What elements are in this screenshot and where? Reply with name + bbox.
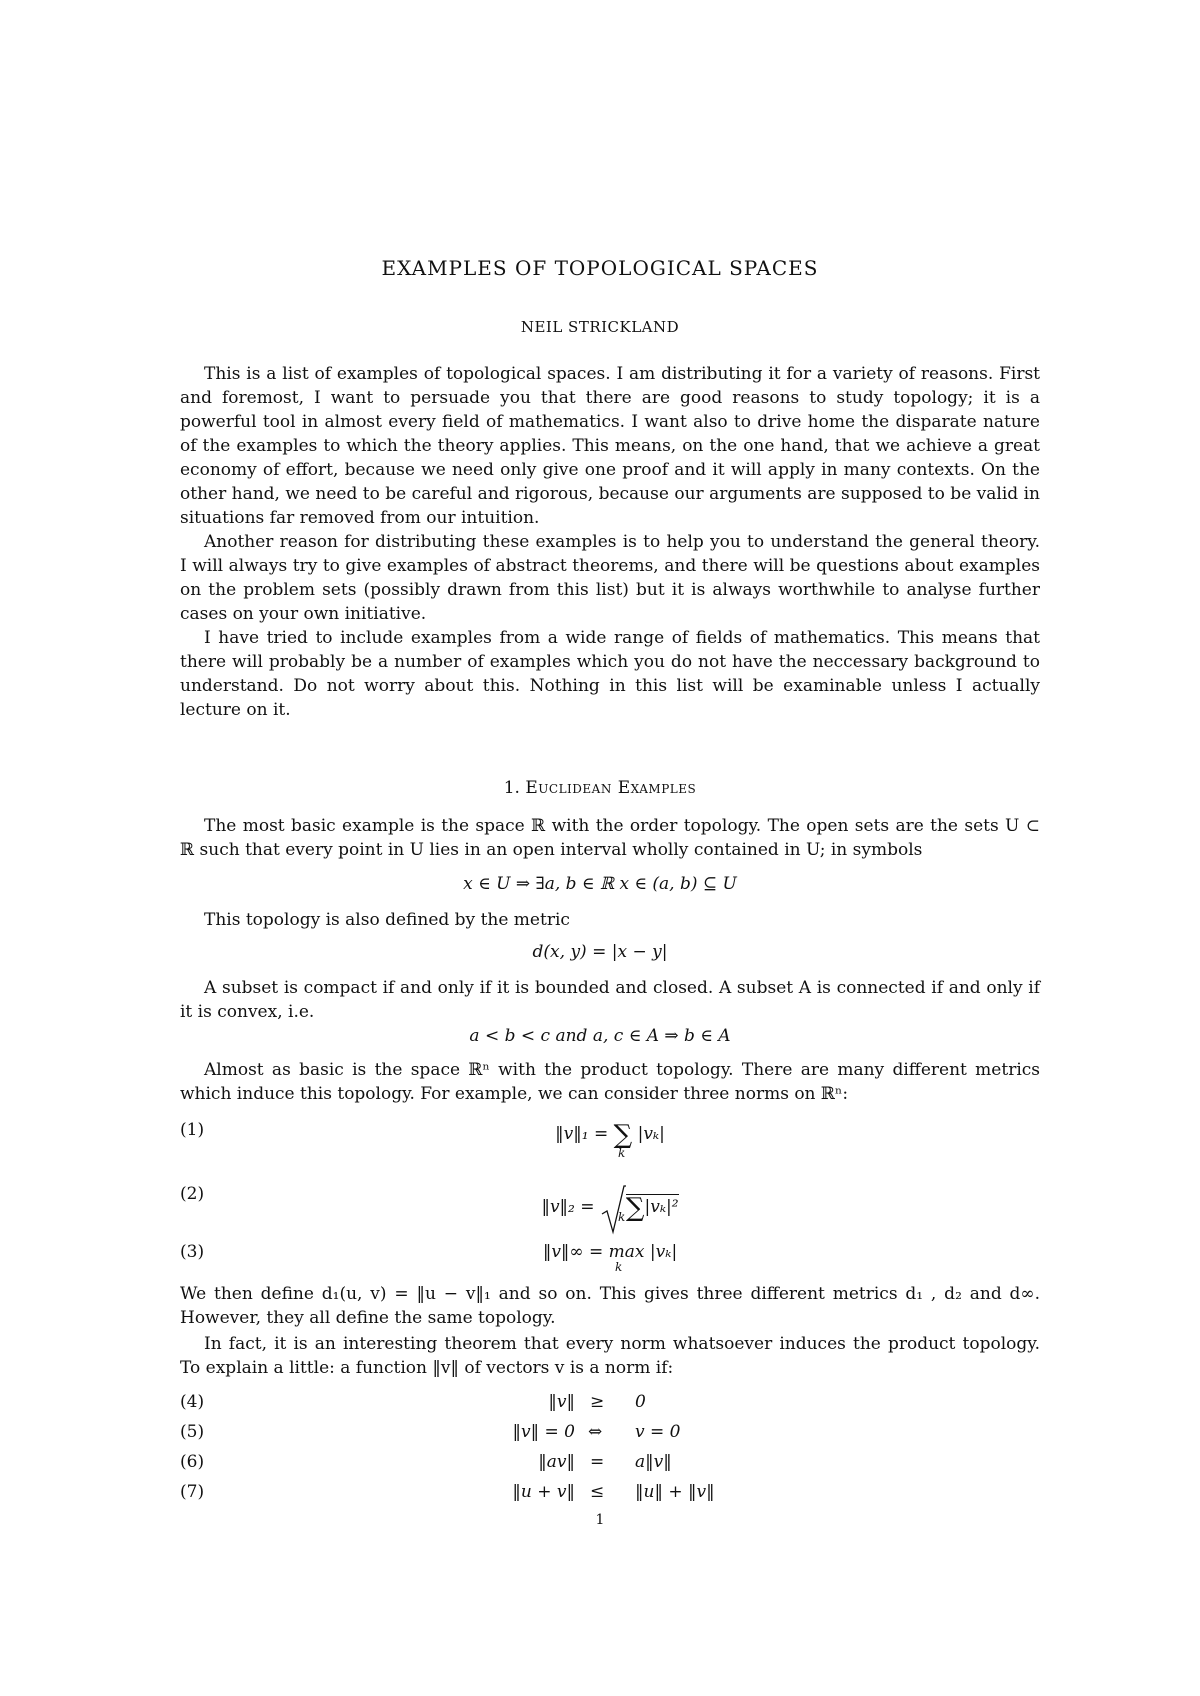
axiom-4: (4) (180, 1392, 205, 1412)
intro-body (180, 362, 1040, 722)
section-number: 1. (503, 778, 520, 798)
paper-title: EXAMPLES OF TOPOLOGICAL SPACES (381, 256, 819, 280)
axiom-7-lhs: ‖u + v‖ (512, 1482, 575, 1502)
axiom-7-rhs: ‖u‖ + ‖v‖ (635, 1482, 715, 1502)
equation-lhs: ‖v‖∞ = max (542, 1242, 645, 1262)
page-number: 1 (595, 1512, 605, 1528)
author-name: NEIL STRICKLAND (520, 318, 680, 336)
display-equation-metric: d(x, y) = |x − y| (532, 942, 668, 962)
axiom-7-relation: ≤ (590, 1482, 605, 1502)
sum-index: k (618, 1210, 626, 1224)
sum-index: k (618, 1146, 626, 1160)
axiom-7: (7) (180, 1482, 205, 1502)
section-paragraph-2: This topology is also defined by the metric (204, 910, 570, 930)
display-equation-interval: x ∈ U ⇒ ∃a, b ∈ ℝ x ∈ (a, b) ⊆ U (463, 874, 737, 894)
axiom-6-lhs: ‖av‖ (538, 1452, 575, 1472)
section-paragraph-3: A subset is compact if and only if it is bounded and closed. A subset A is connected if and only if it is convex, i.e. (180, 978, 1040, 1022)
equation-rhs: |vₖ| (649, 1242, 678, 1262)
axiom-5-rhs: v = 0 (635, 1422, 681, 1442)
section-paragraph-6: In fact, it is an interesting theorem that every norm whatsoever induces the product topology. To explain a little: a function ‖v‖ of vectors v is a norm if: (180, 1334, 1040, 1378)
equation-3 (180, 1242, 1040, 1272)
intro-paragraph-2: Another reason for distributing these examples is to help you to understand the general theory. I will always try to give examples of abstract theorems, and there will be questions about examples on the problem sets (possibly drawn from this list) but it is always worthwhile to analyse further cases on your own initiative. (180, 532, 1040, 624)
axiom-4-relation: ≥ (590, 1392, 605, 1412)
axiom-4-rhs: 0 (635, 1392, 646, 1412)
intro-paragraph-3: I have tried to include examples from a wide range of fields of mathematics. This means that there will probably be a number of examples which you do not have the neccessary background to understand. Do not worry about this. Nothing in this list will be examinable unless I actually lecture on it. (180, 628, 1040, 720)
equation-number: (2) (180, 1184, 205, 1204)
axiom-4-lhs: ‖v‖ (548, 1392, 575, 1412)
intro-paragraph-1: This is a list of examples of topological spaces. I am distributing it for a variety of reasons. First and foremost, I want to persuade you that there are good reasons to study topology; it is a powerful tool in almost every field of mathematics. I want also to drive home the disparate nature of the examples to which the theory applies. This means, on the one hand, that we achieve a great economy of effort, because we need only give one proof and it will apply in many contexts. On the other hand, we need to be careful and rigorous, because our arguments are supposed to be valid in situations far removed from our intuition. (180, 364, 1040, 528)
equation-number: (3) (180, 1242, 205, 1262)
section-paragraph-4: Almost as basic is the space ℝⁿ with the product topology. There are many different metrics which induce this topology. For example, we can consider three norms on ℝⁿ: (180, 1060, 1040, 1104)
section-paragraph-1: The most basic example is the space ℝ with the order topology. The open sets are the sets U ⊂ ℝ such that every point in U lies in an open interval wholly contained in U; in symbols (180, 816, 1040, 860)
equation-lhs: ‖v‖₁ = (555, 1124, 609, 1144)
axiom-6-rhs: a‖v‖ (635, 1452, 672, 1472)
equation-number: (1) (180, 1120, 205, 1140)
equation-1 (180, 1120, 1040, 1150)
section-title: Euclidean Examples (525, 778, 697, 798)
section-paragraph-5: We then define d₁(u, v) = ‖u − v‖₁ and so on. This gives three different metrics d₁ , d₂ and d∞. However, they all define the same topology. (180, 1284, 1040, 1328)
equation-lhs: ‖v‖₂ = (541, 1197, 595, 1217)
equation-rhs: |vₖ|² (644, 1197, 679, 1217)
summation-symbol: ∑ (625, 1193, 645, 1223)
equation-rhs: |vₖ| (637, 1124, 665, 1144)
axiom-6: (6) (180, 1452, 205, 1472)
axiom-5: (5) (180, 1422, 205, 1442)
max-index: k (615, 1260, 623, 1274)
axiom-6-relation: = (590, 1452, 605, 1472)
display-equation-convex: a < b < c and a, c ∈ A ⇒ b ∈ A (469, 1026, 731, 1046)
summation-symbol: ∑ (613, 1120, 633, 1150)
section-heading (0, 778, 1200, 798)
axiom-5-relation: ⇔ (588, 1422, 603, 1442)
equation-2 (180, 1184, 1040, 1223)
axiom-5-lhs: ‖v‖ = 0 (512, 1422, 575, 1442)
